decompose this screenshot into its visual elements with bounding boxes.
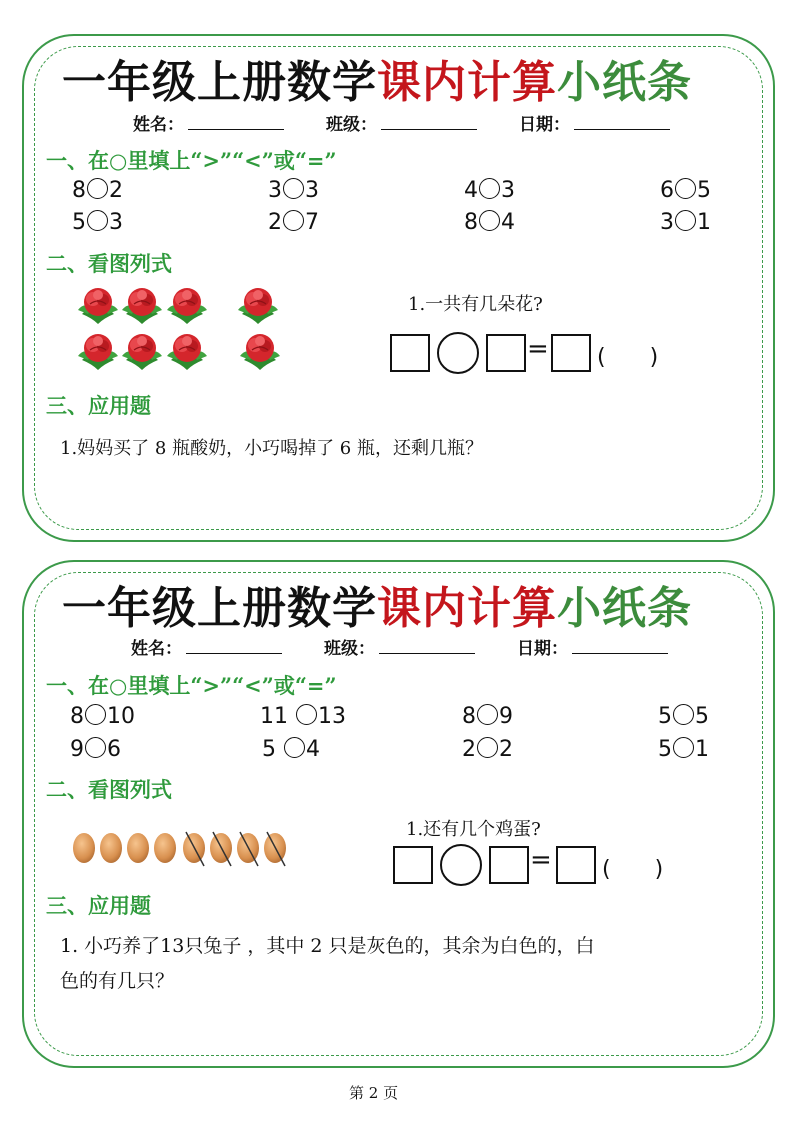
page-number: 第 2 页 (349, 1084, 399, 1102)
compare-item[interactable]: 3 3 (268, 178, 319, 203)
class-blank[interactable] (381, 115, 477, 130)
compare-item[interactable]: 5 4 (262, 737, 320, 762)
section-word-problem-heading: 三、应用题 (46, 393, 151, 418)
section-word-problem-heading: 三、应用题 (46, 893, 151, 918)
rose-icon (122, 288, 162, 324)
section-picture-heading: 二、看图列式 (46, 777, 172, 802)
compare-item[interactable]: 2 2 (462, 737, 513, 762)
rose-icon (167, 288, 207, 324)
answer-box[interactable] (390, 334, 430, 372)
answer-circle[interactable] (477, 737, 498, 758)
section-picture-heading: 二、看图列式 (46, 251, 172, 276)
class-label: 班级： (326, 115, 377, 135)
date-blank[interactable] (574, 115, 670, 130)
answer-circle[interactable] (87, 210, 108, 231)
title-part-red: 课内计算 (377, 583, 557, 634)
compare-item[interactable]: 8 2 (72, 178, 123, 203)
rose-icon (122, 334, 162, 370)
rose-icon (238, 288, 278, 324)
rose-icon (240, 334, 280, 370)
name-blank[interactable] (188, 115, 284, 130)
compare-item[interactable]: 8 4 (464, 210, 515, 235)
answer-circle[interactable] (296, 704, 317, 725)
compare-item[interactable]: 2 7 (268, 210, 319, 235)
equals-sign: = (530, 845, 552, 875)
date-label: 日期： (519, 115, 570, 135)
name-label: 姓名： (131, 639, 182, 659)
title-part-black: 一年级上册数学 (62, 57, 377, 108)
answer-box[interactable] (556, 846, 596, 884)
operator-circle[interactable] (440, 844, 482, 886)
egg-icon (73, 833, 95, 863)
compare-item[interactable]: 5 5 (658, 704, 709, 729)
answer-circle[interactable] (675, 178, 696, 199)
answer-circle[interactable] (673, 704, 694, 725)
date-field[interactable] (519, 110, 670, 135)
date-label: 日期： (517, 639, 568, 659)
operator-circle[interactable] (437, 332, 479, 374)
date-field[interactable] (517, 634, 668, 659)
answer-circle[interactable] (284, 737, 305, 758)
answer-box[interactable] (393, 846, 433, 884)
equals-sign: = (527, 334, 549, 364)
answer-circle[interactable] (85, 737, 106, 758)
answer-circle[interactable] (283, 178, 304, 199)
compare-item[interactable]: 5 1 (658, 737, 709, 762)
name-label: 姓名： (133, 115, 184, 135)
answer-circle[interactable] (477, 704, 498, 725)
rose-icon (78, 288, 118, 324)
answer-circle[interactable] (673, 737, 694, 758)
answer-circle[interactable] (85, 704, 106, 725)
title-part-green: 小纸条 (557, 583, 692, 634)
roses-picture (70, 280, 310, 380)
name-blank[interactable] (186, 639, 282, 654)
word-problem: 1. 小巧养了13只兔子 ，其中 2 只是灰色的，其余为白色的，白 (60, 935, 595, 957)
compare-item[interactable]: 8 9 (462, 704, 513, 729)
title-part-black: 一年级上册数学 (62, 583, 377, 634)
answer-circle[interactable] (283, 210, 304, 231)
answer-box[interactable] (551, 334, 591, 372)
compare-item[interactable]: 3 1 (660, 210, 711, 235)
answer-box[interactable] (489, 846, 529, 884)
class-field[interactable] (326, 110, 477, 135)
class-blank[interactable] (379, 639, 475, 654)
class-field[interactable] (324, 634, 475, 659)
section-compare-heading: 一、在○里填上“>”“<”或“=” (46, 148, 337, 173)
answer-circle[interactable] (479, 210, 500, 231)
picture-question: 1.一共有几朵花? (408, 294, 543, 315)
compare-item[interactable]: 9 6 (70, 737, 121, 762)
title-part-green: 小纸条 (557, 57, 692, 108)
eggs-picture (70, 826, 300, 876)
answer-circle[interactable] (479, 178, 500, 199)
compare-item[interactable]: 6 5 (660, 178, 711, 203)
compare-item[interactable]: 8 10 (70, 704, 135, 729)
answer-circle[interactable] (675, 210, 696, 231)
picture-question: 1.还有几个鸡蛋? (406, 819, 541, 840)
compare-item[interactable]: 4 3 (464, 178, 515, 203)
answer-box[interactable] (486, 334, 526, 372)
section-compare-heading: 一、在○里填上“>”“<”或“=” (46, 673, 337, 698)
class-label: 班级： (324, 639, 375, 659)
date-blank[interactable] (572, 639, 668, 654)
egg-icon (100, 833, 122, 863)
rose-icon (78, 334, 118, 370)
rose-icon (167, 334, 207, 370)
egg-icon (127, 833, 149, 863)
word-problem-continued: 色的有几只？ (60, 970, 175, 992)
name-field[interactable] (133, 110, 284, 135)
worksheet-title (62, 46, 692, 110)
unit-parentheses[interactable]: ( ) (597, 345, 659, 370)
compare-item[interactable]: 5 3 (72, 210, 123, 235)
worksheet-title (62, 572, 692, 636)
title-part-red: 课内计算 (377, 57, 557, 108)
word-problem: 1.妈妈买了 8 瓶酸奶，小巧喝掉了 6 瓶，还剩几瓶？ (60, 438, 483, 459)
unit-parentheses[interactable]: ( ) (602, 857, 664, 882)
answer-circle[interactable] (87, 178, 108, 199)
name-field[interactable] (131, 634, 282, 659)
egg-icon (154, 833, 176, 863)
compare-item[interactable]: 11 13 (260, 704, 346, 729)
